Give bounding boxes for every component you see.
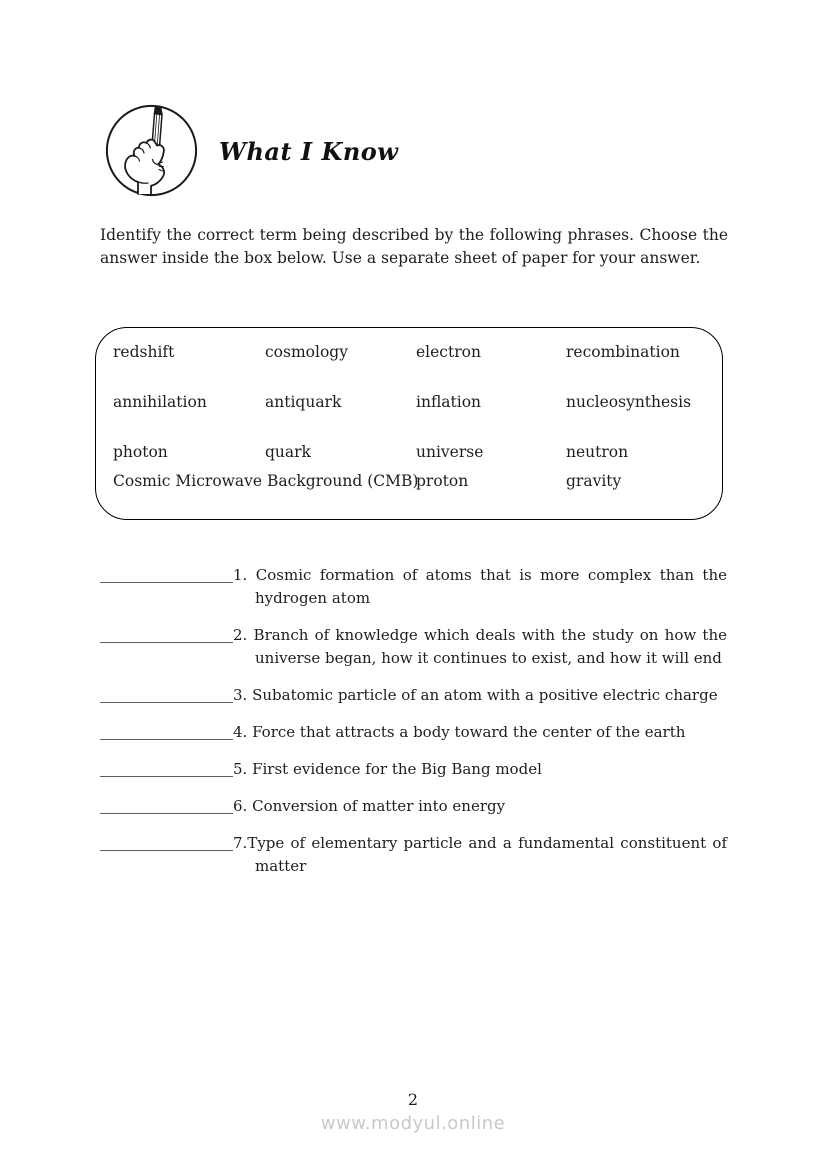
question-text: Force that attracts a body toward the center of the earth bbox=[252, 723, 686, 741]
instructions-text: Identify the correct term being described by the following phrases. Choose the answer inside the box below. Use a separate sheet of paper for your answer. bbox=[100, 226, 728, 267]
word-bank-term: cosmology bbox=[265, 343, 348, 361]
question-number: 5. bbox=[233, 760, 253, 778]
question-number: 4. bbox=[233, 723, 253, 741]
page-number: 2 bbox=[407, 1090, 419, 1109]
word-bank-term: redshift bbox=[113, 343, 175, 361]
hand-writing-pencil-icon bbox=[105, 104, 198, 197]
question-item-7 bbox=[100, 832, 727, 878]
question-number: 1. bbox=[233, 566, 256, 584]
word-bank-term: electron bbox=[416, 343, 481, 361]
question-number: 3. bbox=[233, 686, 253, 704]
word-bank-term: proton bbox=[416, 472, 469, 490]
answer-blank-2[interactable] bbox=[100, 624, 233, 643]
question-item-3 bbox=[100, 684, 727, 707]
word-bank-term: photon bbox=[113, 443, 168, 461]
question-text: First evidence for the Big Bang model bbox=[252, 760, 542, 778]
answer-blank-3[interactable] bbox=[100, 684, 233, 703]
word-bank-term: universe bbox=[416, 443, 484, 461]
question-number: 2. bbox=[233, 626, 254, 644]
word-bank-row bbox=[113, 343, 722, 361]
question-text: Cosmic formation of atoms that is more complex than the hydrogen atom bbox=[255, 566, 727, 607]
question-number: 7. bbox=[233, 834, 248, 852]
question-body bbox=[233, 564, 727, 610]
question-body bbox=[233, 795, 727, 818]
answer-blank-7[interactable] bbox=[100, 832, 233, 851]
question-text: Type of elementary particle and a fundamental constituent of matter bbox=[247, 834, 727, 875]
question-body bbox=[233, 832, 727, 878]
answer-blank-6[interactable] bbox=[100, 795, 233, 814]
word-bank-term: neutron bbox=[566, 443, 629, 461]
word-bank-term: inflation bbox=[416, 393, 482, 411]
question-text: Conversion of matter into energy bbox=[252, 797, 506, 815]
word-bank-term: nucleosynthesis bbox=[566, 393, 692, 411]
watermark: www.modyul.online bbox=[320, 1113, 506, 1134]
question-body bbox=[233, 721, 727, 744]
page-footer bbox=[0, 1090, 826, 1134]
word-bank-row bbox=[113, 393, 722, 411]
answer-blank-5[interactable] bbox=[100, 758, 233, 777]
answer-blank-1[interactable] bbox=[100, 564, 233, 583]
question-item-6 bbox=[100, 795, 727, 818]
question-item-1 bbox=[100, 564, 727, 610]
word-bank-row bbox=[113, 443, 722, 461]
section-header bbox=[105, 104, 398, 197]
question-item-5 bbox=[100, 758, 727, 781]
question-item-4 bbox=[100, 721, 727, 744]
question-number: 6. bbox=[233, 797, 253, 815]
question-text: Subatomic particle of an atom with a positive electric charge bbox=[252, 686, 718, 704]
word-bank-row bbox=[113, 472, 722, 490]
question-item-2 bbox=[100, 624, 727, 670]
word-bank-term: Cosmic Microwave Background (CMB) bbox=[113, 472, 419, 490]
word-bank-term: annihilation bbox=[113, 393, 207, 411]
page-title: What I Know bbox=[219, 137, 399, 166]
question-body bbox=[233, 758, 727, 781]
question-text: Branch of knowledge which deals with the study on how the universe began, how it continues to exist, and how it will end bbox=[253, 626, 727, 667]
questions-list bbox=[100, 564, 727, 892]
word-bank-term: quark bbox=[265, 443, 311, 461]
word-bank-term: antiquark bbox=[265, 393, 342, 411]
word-bank-term: recombination bbox=[566, 343, 680, 361]
question-body bbox=[233, 684, 727, 707]
word-bank-box bbox=[95, 327, 723, 520]
question-body bbox=[233, 624, 727, 670]
answer-blank-4[interactable] bbox=[100, 721, 233, 740]
word-bank-term: gravity bbox=[566, 472, 622, 490]
